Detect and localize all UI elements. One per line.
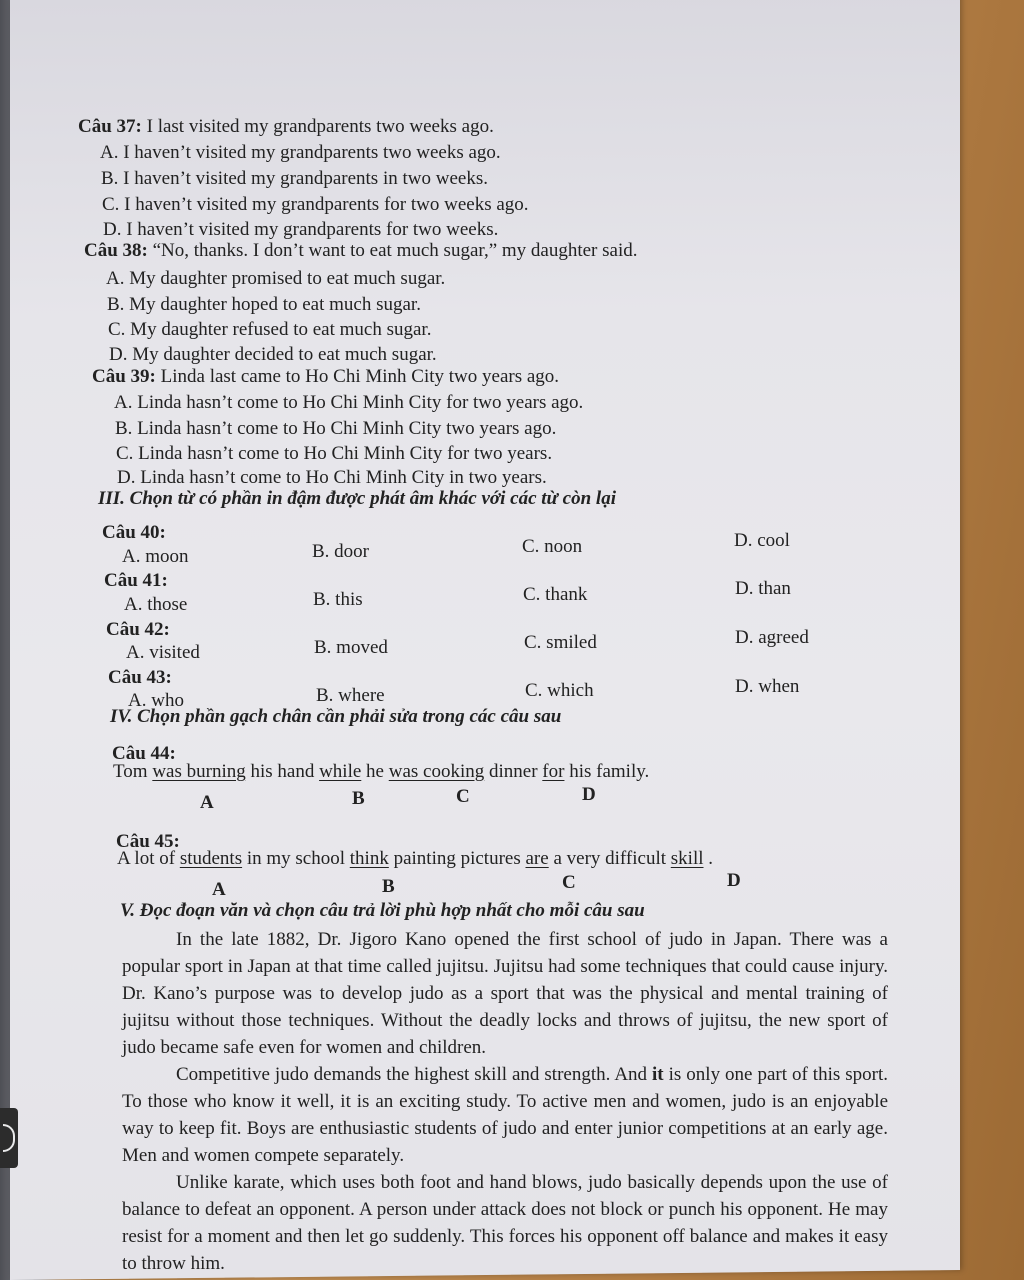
option-a: A. visited bbox=[126, 642, 200, 663]
option-a: A. moon bbox=[122, 546, 189, 567]
option-b: B. door bbox=[312, 541, 369, 562]
sentence-text: . bbox=[703, 848, 713, 869]
sentence-text: he bbox=[361, 761, 389, 782]
option-a: A. My daughter promised to eat much sugar. bbox=[106, 268, 446, 289]
option-d: D. agreed bbox=[735, 627, 809, 648]
section-3-heading: III. Chọn từ có phần in đậm được phát âm khác với các từ còn lại bbox=[98, 488, 616, 509]
underlined-part-d: skill bbox=[670, 848, 704, 869]
sentence-text: in my school bbox=[242, 848, 350, 869]
option-b: B. this bbox=[313, 589, 363, 610]
option-b: B. Linda hasn’t come to Ho Chi Minh City two years ago. bbox=[115, 418, 557, 439]
passage-paragraph-3: Unlike karate, which uses both foot and hand blows, judo basically depends upon the use of balance to defeat an opponent. A person under attack does not block or punch his opponent. He may resist for a moment and then let go suddenly. This forces his opponent off balance and makes it easy to throw him. bbox=[122, 1172, 888, 1274]
option-c: C. which bbox=[525, 680, 594, 701]
underlined-part-b: think bbox=[349, 848, 389, 869]
marker-d: D bbox=[727, 870, 741, 891]
marker-c: C bbox=[562, 872, 576, 893]
passage-text: is only one part of this sport. To those who know it well, it is an exciting study. To active men and women, judo is an enjoyable way to keep fit. Boys are enthusiastic students of judo and enter junior competitions at an early age. Men and women compete separately. bbox=[122, 1064, 888, 1166]
sentence-text: Tom bbox=[113, 761, 153, 782]
option-c: C. Linda hasn’t come to Ho Chi Minh City for two years. bbox=[116, 443, 553, 464]
section-4-heading: IV. Chọn phần gạch chân cần phải sửa trong các câu sau bbox=[110, 706, 562, 727]
section-5-heading: V. Đọc đoạn văn và chọn câu trả lời phù hợp nhất cho mỗi câu sau bbox=[120, 900, 645, 921]
question-37 bbox=[78, 116, 494, 138]
option-d: D. cool bbox=[734, 530, 790, 551]
underlined-part-a: students bbox=[179, 848, 243, 869]
question-44-sentence bbox=[113, 761, 649, 783]
question-45-sentence bbox=[117, 848, 713, 870]
underlined-part-c: are bbox=[525, 848, 549, 869]
sentence-text: his hand bbox=[245, 761, 320, 782]
sentence-text: dinner bbox=[484, 761, 543, 782]
option-b: B. where bbox=[316, 685, 385, 706]
option-a: A. I haven’t visited my grandparents two weeks ago. bbox=[100, 142, 501, 163]
reading-passage bbox=[122, 926, 888, 1277]
marker-a: A bbox=[200, 792, 214, 813]
option-a: A. Linda hasn’t come to Ho Chi Minh City for two years ago. bbox=[114, 392, 584, 413]
question-stem: I last visited my grandparents two weeks ago. bbox=[146, 116, 494, 137]
underlined-part-b: while bbox=[319, 761, 362, 782]
option-a: A. those bbox=[124, 594, 188, 615]
sentence-text: painting pictures bbox=[388, 848, 526, 869]
option-d: D. I haven’t visited my grandparents for two weeks. bbox=[103, 219, 499, 240]
question-39 bbox=[92, 366, 559, 388]
question-43-label: Câu 43: bbox=[108, 667, 172, 688]
passage-paragraph-1: In the late 1882, Dr. Jigoro Kano opened the first school of judo in Japan. There was a popular sport in Japan at that time called jujitsu. Jujitsu had some techniques that could cause injury. Dr. Kano’s purpose was to develop judo as a sport that was the physical and mental training of jujitsu without those techniques. Without the deadly locks and throws of jujitsu, the new sport of judo became safe even for women and children. bbox=[122, 929, 888, 1058]
sentence-text: a very difficult bbox=[548, 848, 671, 869]
underlined-part-c: was cooking bbox=[388, 761, 485, 782]
question-label: Câu 39: bbox=[92, 366, 156, 387]
option-b: B. moved bbox=[314, 637, 388, 658]
marker-c: C bbox=[456, 786, 470, 807]
question-38 bbox=[84, 240, 637, 262]
question-stem: “No, thanks. I don’t want to eat much sugar,” my daughter said. bbox=[152, 240, 638, 261]
option-d: D. My daughter decided to eat much sugar. bbox=[109, 344, 437, 365]
marker-b: B bbox=[352, 788, 365, 809]
option-b: B. I haven’t visited my grandparents in two weeks. bbox=[101, 168, 488, 189]
question-40-label: Câu 40: bbox=[102, 522, 166, 543]
passage-text: Competitive judo demands the highest skill and strength. And bbox=[176, 1064, 653, 1085]
option-c: C. I haven’t visited my grandparents for two weeks ago. bbox=[102, 194, 529, 215]
underlined-part-d: for bbox=[542, 761, 565, 782]
passage-bold-word: it bbox=[652, 1064, 664, 1085]
question-41-label: Câu 41: bbox=[104, 570, 168, 591]
option-c: C. smiled bbox=[524, 632, 597, 653]
sentence-text: his family. bbox=[564, 761, 650, 782]
question-stem: Linda last came to Ho Chi Minh City two years ago. bbox=[160, 366, 560, 387]
option-a: A. who bbox=[128, 690, 184, 711]
option-c: C. thank bbox=[523, 584, 588, 605]
passage-paragraph-2 bbox=[122, 1061, 888, 1169]
question-42-label: Câu 42: bbox=[106, 619, 170, 640]
option-d: D. when bbox=[735, 676, 800, 697]
option-c: C. noon bbox=[522, 536, 583, 557]
question-44-label: Câu 44: bbox=[112, 743, 176, 764]
marker-b: B bbox=[382, 876, 395, 897]
question-45-label: Câu 45: bbox=[116, 831, 180, 852]
marker-d: D bbox=[582, 784, 596, 805]
option-b: B. My daughter hoped to eat much sugar. bbox=[107, 294, 421, 315]
underlined-part-a: was burning bbox=[152, 761, 246, 782]
option-c: C. My daughter refused to eat much sugar. bbox=[108, 319, 432, 340]
question-label: Câu 38: bbox=[84, 240, 148, 261]
sentence-text: A lot of bbox=[117, 848, 180, 869]
option-d: D. than bbox=[735, 578, 791, 599]
option-d: D. Linda hasn’t come to Ho Chi Minh City in two years. bbox=[117, 467, 547, 488]
question-label: Câu 37: bbox=[78, 116, 142, 137]
marker-a: A bbox=[212, 879, 226, 900]
